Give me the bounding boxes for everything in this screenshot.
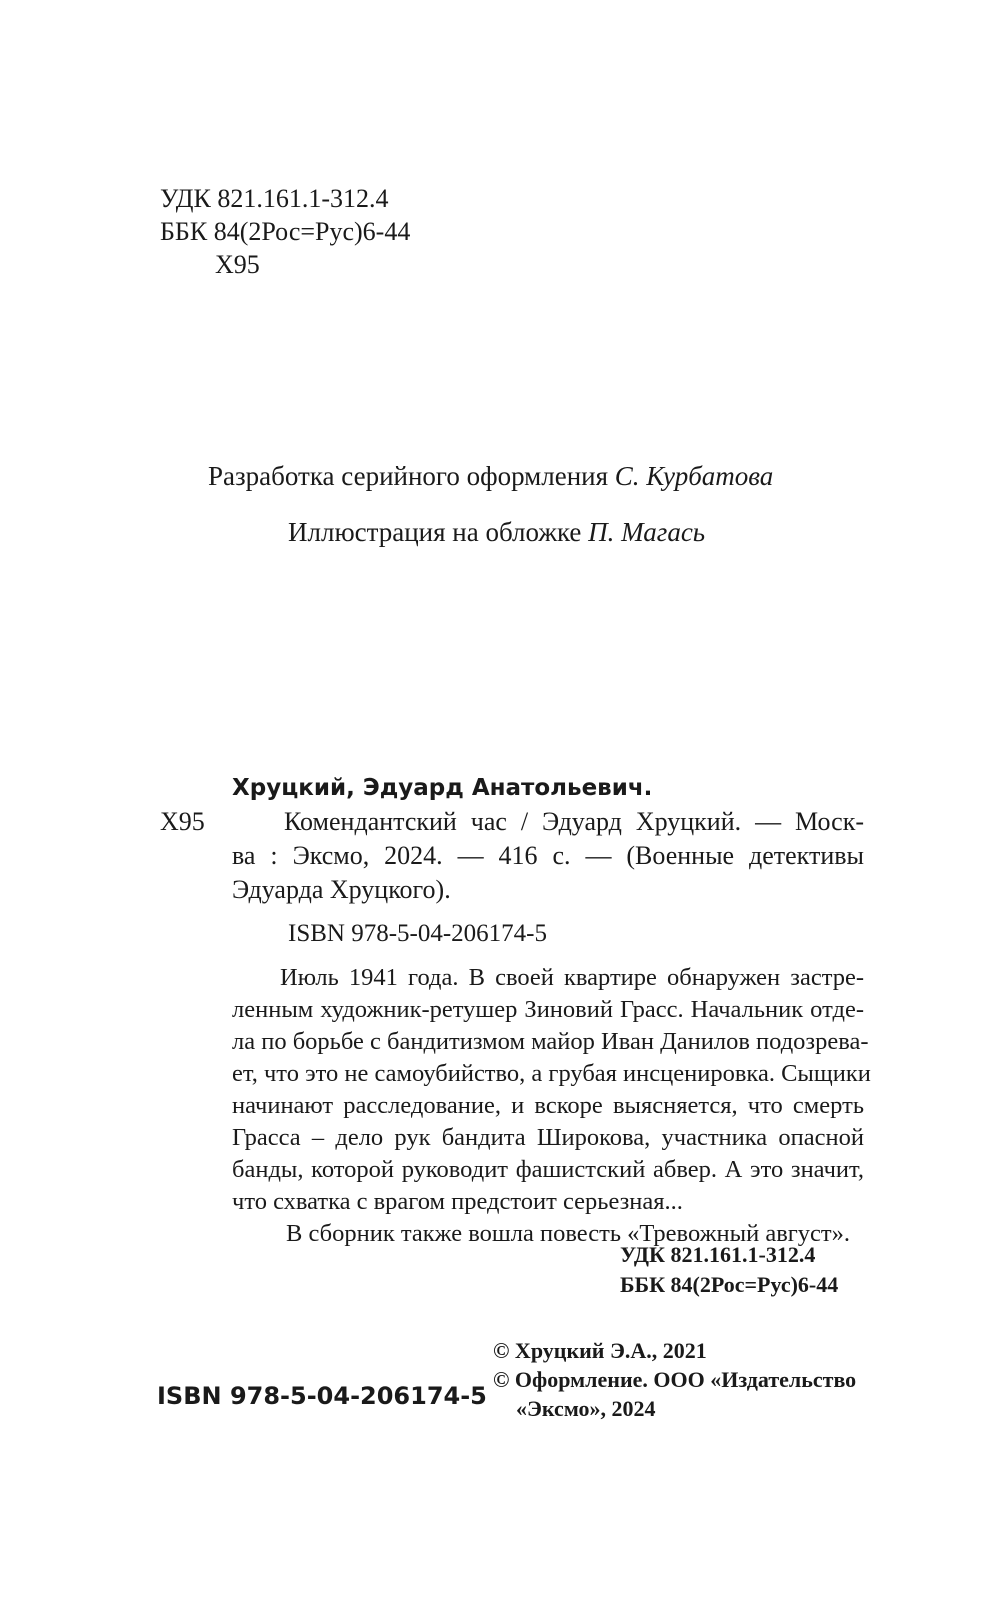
design-credit-label: Разработка серийного оформления <box>208 461 609 491</box>
header-code: Х95 <box>215 250 260 279</box>
header-udk: УДК 821.161.1-312.4 <box>160 184 389 213</box>
entry-description-line: ва : Эксмо, 2024. — 416 с. — (Военные детективы <box>232 841 864 870</box>
annotation-line: ленным художник-ретушер Зиновий Грасс. Начальник отде- <box>232 996 864 1023</box>
copyright-design: © Оформление. ООО «Издательство <box>493 1367 857 1392</box>
illustration-credit <box>288 516 705 549</box>
annotation-line: Июль 1941 года. В своей квартире обнаружен застре- <box>280 964 864 991</box>
isbn-footer: ISBN 978-5-04-206174-5 <box>157 1382 487 1410</box>
design-credit <box>208 460 773 493</box>
entry-description-line: Эдуарда Хруцкого). <box>232 875 451 904</box>
copyright-design-cont: «Эксмо», 2024 <box>516 1396 656 1421</box>
entry-description <box>232 805 864 907</box>
entry-isbn: ISBN 978-5-04-206174-5 <box>288 920 548 947</box>
copyright-author: © Хруцкий Э.А., 2021 <box>493 1338 707 1363</box>
entry-description-line: Комендантский час / Эдуард Хруцкий. — Моск- <box>284 807 864 836</box>
entry-author: Хруцкий, Эдуард Анатольевич. <box>232 775 653 801</box>
annotation-line: ла по борьбе с бандитизмом майор Иван Данилов подозрева- <box>232 1028 869 1055</box>
classification-udk: УДК 821.161.1-312.4 <box>620 1242 816 1267</box>
annotation-line: Грасса – дело рук бандита Широкова, участника опасной <box>232 1124 864 1151</box>
annotation <box>232 962 871 1250</box>
illustration-credit-label: Иллюстрация на обложке <box>288 517 582 547</box>
design-credit-name: С. Курбатова <box>614 461 774 491</box>
annotation-line: что схватка с врагом предстоит серьезная... <box>232 1188 683 1215</box>
header-bbk: ББК 84(2Рос=Рус)6-44 <box>160 217 411 246</box>
entry-code: Х95 <box>160 807 205 836</box>
annotation-line: начинают расследование, и вскоре выясняется, что смерть <box>232 1092 864 1119</box>
annotation-line: банды, которой руководит фашистский абвер. А это значит, <box>232 1156 864 1183</box>
classification-bbk: ББК 84(2Рос=Рус)6-44 <box>620 1272 839 1297</box>
annotation-line: В сборник также вошла повесть «Тревожный август». <box>286 1220 851 1247</box>
illustration-credit-name: П. Магась <box>588 517 706 547</box>
annotation-line: ет, что это не самоубийство, а грубая инсценировка. Сыщики <box>232 1060 871 1087</box>
